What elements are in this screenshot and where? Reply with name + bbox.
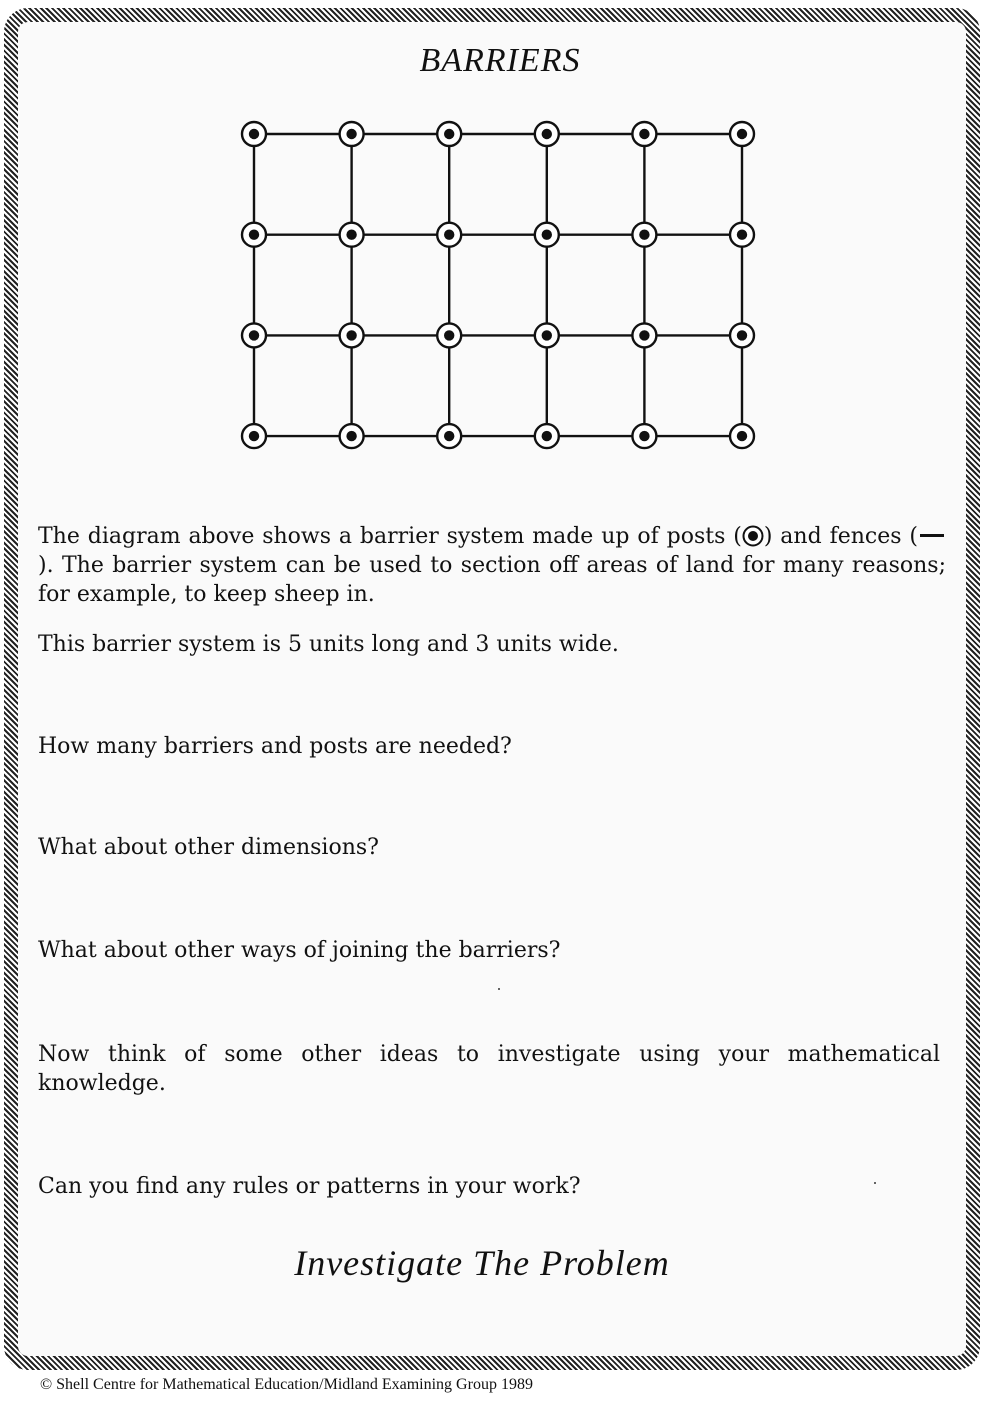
post-center [444, 330, 454, 340]
post-center [542, 129, 552, 139]
barrier-diagram [236, 118, 764, 454]
post-center [542, 230, 552, 240]
post-center [737, 431, 747, 441]
stray-mark [874, 1182, 876, 1184]
post-center [249, 330, 259, 340]
post-center [542, 330, 552, 340]
post-center [444, 129, 454, 139]
post-center [346, 431, 356, 441]
post-center [346, 129, 356, 139]
question-rules-patterns: Can you find any rules or patterns in your work? [38, 1174, 581, 1199]
fence-icon [920, 534, 944, 537]
stray-mark [498, 988, 500, 990]
post-icon [742, 525, 764, 547]
post-center [346, 330, 356, 340]
question-other-ways: What about other ways of joining the barriers? [38, 938, 561, 963]
intro-paragraph: The diagram above shows a barrier system made up of posts ( ) and fences (). The barrier system can be used to section off areas of land for many reasons; for example, to keep sheep in. [38, 524, 946, 607]
post-center [346, 230, 356, 240]
post-center [249, 230, 259, 240]
post-center [639, 431, 649, 441]
post-center [737, 230, 747, 240]
post-center [737, 129, 747, 139]
post-center [249, 431, 259, 441]
post-center [639, 330, 649, 340]
post-center [542, 431, 552, 441]
dimensions-text: This barrier system is 5 units long and 3 units wide. [38, 632, 619, 657]
post-center [444, 431, 454, 441]
question-other-dimensions: What about other dimensions? [38, 835, 379, 860]
post-center [737, 330, 747, 340]
question-barriers-posts: How many barriers and posts are needed? [38, 734, 512, 759]
closing-heading: Investigate The Problem [294, 1243, 670, 1283]
post-center [639, 129, 649, 139]
question-other-ideas: Now think of some other ideas to investigate using your mathematical knowledge. [38, 1042, 940, 1096]
post-center [444, 230, 454, 240]
page-title: BARRIERS [419, 42, 581, 79]
post-center [249, 129, 259, 139]
post-center [639, 230, 649, 240]
copyright-credit: © Shell Centre for Mathematical Education/Midland Examining Group 1989 [40, 1376, 533, 1393]
